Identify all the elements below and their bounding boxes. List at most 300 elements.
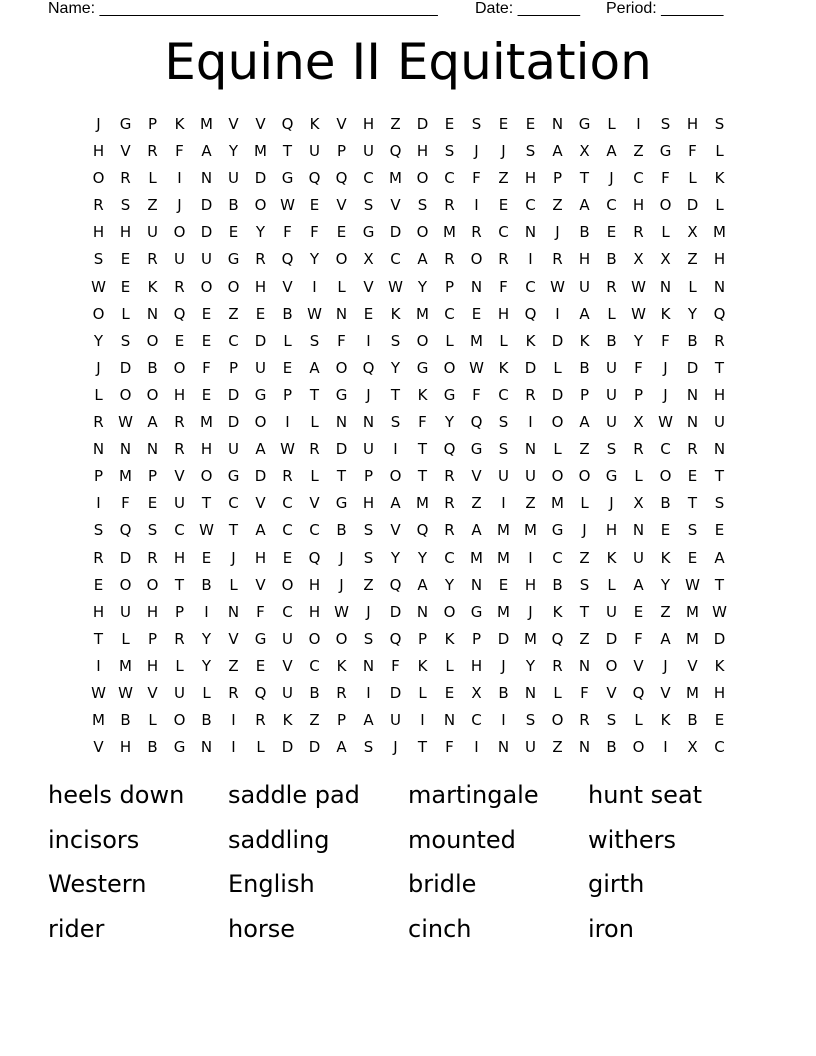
grid-letter: O — [227, 277, 240, 296]
grid-letter: I — [528, 413, 533, 432]
grid-letter: N — [470, 277, 483, 296]
grid-letter: V — [228, 629, 239, 648]
grid-letter: N — [713, 277, 726, 296]
grid-letter: A — [552, 142, 563, 161]
grid-letter: U — [147, 223, 158, 242]
grid-letter: J — [528, 602, 533, 621]
grid-letter: F — [202, 358, 211, 377]
grid-letter: F — [634, 629, 643, 648]
grid-letter: I — [555, 304, 560, 323]
grid-letter: R — [93, 548, 104, 567]
grid-letter: R — [147, 142, 158, 161]
grid-letter: P — [228, 358, 239, 377]
grid-letter: V — [633, 656, 644, 675]
grid-letter: E — [606, 223, 617, 242]
grid-letter: N — [92, 440, 105, 459]
grid-letter: C — [525, 196, 536, 215]
grid-letter: T — [417, 738, 428, 757]
grid-letter: Z — [390, 115, 401, 133]
grid-letter: R — [174, 629, 185, 648]
grid-letter: O — [659, 467, 672, 486]
grid-letter: C — [444, 548, 455, 567]
grid-letter: M — [119, 467, 132, 486]
grid-letter: R — [93, 413, 104, 432]
grid-row — [85, 219, 733, 246]
grid-letter: W — [631, 277, 646, 296]
grid-letter: S — [498, 413, 509, 432]
grid-letter: N — [632, 521, 645, 540]
grid-letter: A — [255, 440, 266, 459]
grid-letter: T — [309, 385, 320, 404]
grid-letter: A — [471, 521, 482, 540]
grid-letter: D — [389, 223, 402, 242]
word-bank-item: bridle — [408, 870, 477, 898]
grid-letter: Z — [525, 494, 536, 513]
grid-letter: E — [120, 277, 131, 296]
grid-letter: J — [501, 142, 506, 161]
grid-letter: K — [660, 304, 671, 323]
grid-letter: F — [310, 223, 319, 242]
grid-letter: C — [633, 169, 644, 188]
grid-letter: F — [661, 169, 670, 188]
grid-letter: V — [309, 494, 320, 513]
grid-letter: E — [633, 602, 644, 621]
grid-letter: I — [393, 440, 398, 459]
grid-letter: Y — [687, 304, 698, 323]
grid-letter: N — [470, 575, 483, 594]
grid-letter: K — [417, 385, 428, 404]
grid-letter: V — [390, 196, 401, 215]
grid-letter: L — [634, 467, 643, 486]
grid-letter: D — [551, 385, 564, 404]
grid-letter: D — [254, 169, 267, 188]
grid-letter: J — [96, 115, 101, 133]
grid-letter: B — [282, 304, 293, 323]
grid-letter: U — [120, 602, 131, 621]
grid-letter: S — [417, 196, 428, 215]
grid-letter: H — [173, 385, 186, 404]
grid-letter: W — [280, 440, 295, 459]
grid-letter: A — [579, 413, 590, 432]
grid-letter: I — [474, 196, 479, 215]
grid-letter: K — [174, 115, 185, 133]
grid-letter: G — [470, 602, 483, 621]
grid-letter: M — [551, 494, 564, 513]
grid-letter: G — [362, 223, 375, 242]
grid-letter: O — [578, 467, 591, 486]
grid-letter: P — [336, 142, 347, 161]
grid-letter: J — [663, 656, 668, 675]
grid-letter: W — [685, 575, 700, 594]
grid-letter: P — [336, 711, 347, 730]
grid-letter: A — [579, 304, 590, 323]
grid-letter: G — [416, 358, 429, 377]
grid-letter: L — [445, 331, 454, 350]
grid-letter: L — [148, 169, 157, 188]
grid-letter: A — [201, 142, 212, 161]
grid-letter: F — [661, 331, 670, 350]
grid-letter: L — [310, 467, 319, 486]
grid-letter: I — [501, 711, 506, 730]
grid-letter: O — [200, 277, 213, 296]
grid-letter: X — [687, 223, 698, 242]
grid-letter: J — [177, 196, 182, 215]
grid-row — [85, 301, 733, 328]
grid-row — [85, 165, 733, 192]
grid-letter: G — [227, 250, 240, 269]
grid-letter: U — [282, 683, 293, 702]
grid-letter: E — [687, 467, 698, 486]
grid-letter: N — [578, 738, 591, 757]
grid-letter: Y — [444, 575, 455, 594]
grid-letter: H — [119, 738, 132, 757]
grid-letter: I — [420, 711, 425, 730]
word-bank-item: incisors — [48, 825, 140, 854]
grid-letter: M — [389, 169, 402, 188]
grid-letter: X — [579, 142, 590, 161]
grid-letter: E — [444, 115, 455, 133]
grid-letter: C — [228, 494, 239, 513]
grid-letter: P — [579, 385, 590, 404]
grid-letter: E — [471, 304, 482, 323]
grid-letter: Q — [389, 142, 402, 161]
grid-letter: H — [254, 277, 267, 296]
grid-letter: S — [120, 196, 131, 215]
name-field: Name: ______________________________________ — [48, 0, 438, 17]
grid-letter: O — [281, 575, 294, 594]
grid-letter: O — [308, 629, 321, 648]
grid-letter: S — [660, 115, 671, 133]
grid-letter: O — [254, 413, 267, 432]
grid-letter: W — [91, 683, 106, 702]
grid-letter: U — [228, 169, 239, 188]
grid-letter: L — [688, 277, 697, 296]
grid-letter: O — [119, 575, 132, 594]
grid-letter: L — [607, 115, 616, 133]
grid-letter: W — [388, 277, 403, 296]
grid-letter: S — [714, 494, 725, 513]
grid-letter: T — [228, 521, 239, 540]
grid-letter: K — [660, 711, 671, 730]
grid-letter: E — [201, 548, 212, 567]
grid-letter: R — [525, 385, 536, 404]
grid-letter: S — [363, 521, 374, 540]
grid-letter: Z — [687, 250, 698, 269]
grid-letter: C — [282, 602, 293, 621]
grid-letter: Z — [552, 196, 563, 215]
grid-letter: H — [254, 548, 267, 567]
grid-letter: N — [524, 683, 537, 702]
grid-letter: V — [606, 683, 617, 702]
grid-letter: N — [686, 413, 699, 432]
grid-letter: O — [119, 385, 132, 404]
grid-letter: A — [606, 142, 617, 161]
grid-letter: C — [282, 494, 293, 513]
grid-letter: S — [363, 548, 374, 567]
grid-letter: V — [660, 683, 671, 702]
word-bank-item: withers — [588, 825, 677, 854]
grid-letter: Z — [579, 548, 590, 567]
grid-letter: I — [96, 494, 101, 513]
grid-letter: R — [552, 656, 563, 675]
grid-letter: X — [363, 250, 374, 269]
grid-letter: O — [416, 169, 429, 188]
grid-letter: T — [417, 467, 428, 486]
grid-letter: L — [121, 629, 130, 648]
grid-letter: V — [93, 738, 104, 757]
grid-letter: U — [363, 440, 374, 459]
grid-letter: C — [363, 169, 374, 188]
grid-letter: D — [254, 467, 267, 486]
grid-letter: Q — [308, 548, 321, 567]
grid-row — [85, 274, 733, 301]
grid-letter: J — [366, 602, 371, 621]
grid-letter: B — [687, 711, 698, 730]
grid-letter: R — [255, 711, 266, 730]
grid-letter: M — [470, 331, 483, 350]
grid-letter: W — [712, 602, 727, 621]
grid-row — [85, 409, 733, 436]
grid-letter: L — [553, 358, 562, 377]
grid-row — [85, 626, 733, 653]
word-bank-item: cinch — [408, 914, 472, 943]
grid-letter: P — [93, 467, 104, 486]
grid-letter: B — [120, 711, 131, 730]
grid-letter: T — [687, 494, 698, 513]
grid-letter: R — [579, 711, 590, 730]
grid-letter: E — [93, 575, 104, 594]
grid-letter: Y — [201, 629, 212, 648]
grid-letter: R — [444, 467, 455, 486]
grid-letter: S — [363, 196, 374, 215]
grid-letter: X — [660, 250, 671, 269]
grid-letter: F — [445, 738, 454, 757]
grid-letter: L — [607, 575, 616, 594]
grid-letter: V — [255, 575, 266, 594]
grid-letter: M — [686, 629, 699, 648]
grid-letter: F — [175, 142, 184, 161]
grid-letter: J — [393, 738, 398, 757]
grid-letter: G — [254, 629, 267, 648]
word-bank-item: saddling — [228, 825, 330, 854]
grid-letter: E — [660, 521, 671, 540]
grid-letter: G — [578, 115, 591, 133]
grid-letter: R — [444, 521, 455, 540]
grid-letter: R — [120, 169, 131, 188]
grid-letter: E — [201, 304, 212, 323]
grid-letter: M — [200, 413, 213, 432]
grid-letter: R — [174, 413, 185, 432]
grid-letter: W — [307, 304, 322, 323]
grid-letter: O — [470, 250, 483, 269]
grid-letter: W — [658, 413, 673, 432]
grid-letter: C — [714, 738, 725, 757]
grid-letter: B — [147, 738, 158, 757]
grid-letter: Y — [633, 331, 644, 350]
grid-letter: L — [283, 331, 292, 350]
grid-letter: D — [308, 738, 321, 757]
grid-letter: I — [528, 548, 533, 567]
grid-letter: Y — [444, 413, 455, 432]
grid-letter: U — [390, 711, 401, 730]
grid-letter: Y — [390, 358, 401, 377]
grid-letter: G — [227, 467, 240, 486]
grid-letter: H — [416, 142, 429, 161]
grid-letter: L — [256, 738, 265, 757]
grid-letter: L — [715, 196, 724, 215]
grid-letter: D — [389, 683, 402, 702]
grid-letter: K — [390, 304, 401, 323]
grid-letter: K — [660, 548, 671, 567]
grid-letter: W — [118, 413, 133, 432]
grid-letter: P — [147, 115, 158, 133]
grid-letter: I — [663, 738, 668, 757]
grid-letter: Q — [362, 358, 375, 377]
grid-letter: C — [444, 304, 455, 323]
header-fields — [48, 0, 748, 18]
grid-letter: V — [471, 467, 482, 486]
grid-letter: A — [336, 738, 347, 757]
grid-letter: E — [147, 494, 158, 513]
grid-letter: O — [92, 304, 105, 323]
grid-letter: F — [472, 169, 481, 188]
grid-letter: Q — [308, 169, 321, 188]
grid-letter: O — [389, 467, 402, 486]
grid-letter: R — [714, 331, 725, 350]
grid-letter: P — [174, 602, 185, 621]
grid-letter: F — [283, 223, 292, 242]
grid-letter: F — [688, 142, 697, 161]
grid-letter: B — [201, 711, 212, 730]
grid-letter: T — [201, 494, 212, 513]
grid-letter: X — [471, 683, 482, 702]
grid-letter: T — [282, 142, 293, 161]
grid-letter: N — [551, 115, 564, 133]
grid-letter: G — [119, 115, 132, 133]
grid-letter: B — [498, 683, 509, 702]
grid-letter: M — [470, 548, 483, 567]
grid-letter: L — [580, 494, 589, 513]
grid-letter: I — [366, 331, 371, 350]
grid-letter: R — [147, 250, 158, 269]
grid-letter: E — [687, 548, 698, 567]
grid-letter: O — [92, 169, 105, 188]
grid-letter: E — [282, 358, 293, 377]
grid-letter: H — [605, 521, 618, 540]
grid-letter: E — [228, 223, 239, 242]
grid-letter: G — [659, 142, 672, 161]
grid-letter: J — [339, 548, 344, 567]
grid-letter: M — [497, 521, 510, 540]
grid-letter: U — [228, 440, 239, 459]
grid-letter: F — [418, 413, 427, 432]
word-bank — [48, 779, 788, 957]
grid-letter: X — [633, 413, 644, 432]
grid-letter: V — [282, 656, 293, 675]
grid-letter: V — [687, 656, 698, 675]
grid-letter: Q — [119, 521, 132, 540]
grid-letter: K — [417, 656, 428, 675]
grid-letter: U — [714, 413, 725, 432]
grid-letter: O — [605, 656, 618, 675]
grid-letter: R — [498, 250, 509, 269]
grid-letter: G — [281, 169, 294, 188]
grid-letter: N — [659, 277, 672, 296]
grid-letter: B — [606, 250, 617, 269]
grid-letter: O — [335, 629, 348, 648]
grid-row — [85, 653, 733, 680]
grid-letter: B — [606, 738, 617, 757]
grid-letter: I — [636, 115, 641, 133]
grid-letter: H — [92, 602, 105, 621]
grid-letter: D — [686, 196, 699, 215]
grid-letter: M — [497, 548, 510, 567]
grid-letter: N — [335, 413, 348, 432]
grid-letter: T — [174, 575, 185, 594]
grid-letter: L — [121, 304, 130, 323]
grid-letter: X — [633, 250, 644, 269]
grid-letter: D — [227, 413, 240, 432]
grid-row — [85, 734, 733, 761]
grid-letter: Y — [201, 656, 212, 675]
grid-letter: U — [255, 358, 266, 377]
grid-letter: S — [579, 575, 590, 594]
grid-letter: O — [416, 331, 429, 350]
grid-letter: Y — [417, 277, 428, 296]
grid-letter: U — [606, 602, 617, 621]
grid-letter: S — [363, 629, 374, 648]
grid-letter: L — [445, 656, 454, 675]
grid-letter: R — [336, 683, 347, 702]
grid-letter: N — [362, 656, 375, 675]
grid-letter: O — [173, 223, 186, 242]
grid-row — [85, 111, 733, 138]
grid-letter: B — [201, 575, 212, 594]
grid-letter: S — [525, 142, 536, 161]
grid-letter: L — [148, 711, 157, 730]
grid-letter: H — [362, 115, 375, 133]
grid-letter: N — [578, 656, 591, 675]
grid-letter: U — [525, 738, 536, 757]
grid-letter: O — [146, 331, 159, 350]
grid-letter: D — [281, 738, 294, 757]
grid-letter: H — [308, 602, 321, 621]
grid-letter: R — [228, 683, 239, 702]
grid-letter: U — [174, 683, 185, 702]
grid-row — [85, 680, 733, 707]
grid-letter: E — [255, 656, 266, 675]
grid-letter: I — [231, 711, 236, 730]
grid-letter: Y — [525, 656, 536, 675]
grid-letter: A — [363, 711, 374, 730]
grid-letter: H — [362, 494, 375, 513]
grid-letter: V — [174, 467, 185, 486]
grid-letter: Q — [632, 683, 645, 702]
grid-letter: O — [551, 467, 564, 486]
grid-letter: O — [443, 602, 456, 621]
grid-row — [85, 517, 733, 544]
grid-letter: Q — [524, 304, 537, 323]
grid-letter: U — [309, 142, 320, 161]
grid-letter: S — [363, 738, 374, 757]
grid-letter: L — [553, 440, 562, 459]
grid-row — [85, 707, 733, 734]
grid-letter: Y — [660, 575, 671, 594]
grid-letter: V — [255, 494, 266, 513]
page-title: Equine II Equitation — [164, 33, 652, 91]
grid-letter: L — [202, 683, 211, 702]
grid-row — [85, 355, 733, 382]
